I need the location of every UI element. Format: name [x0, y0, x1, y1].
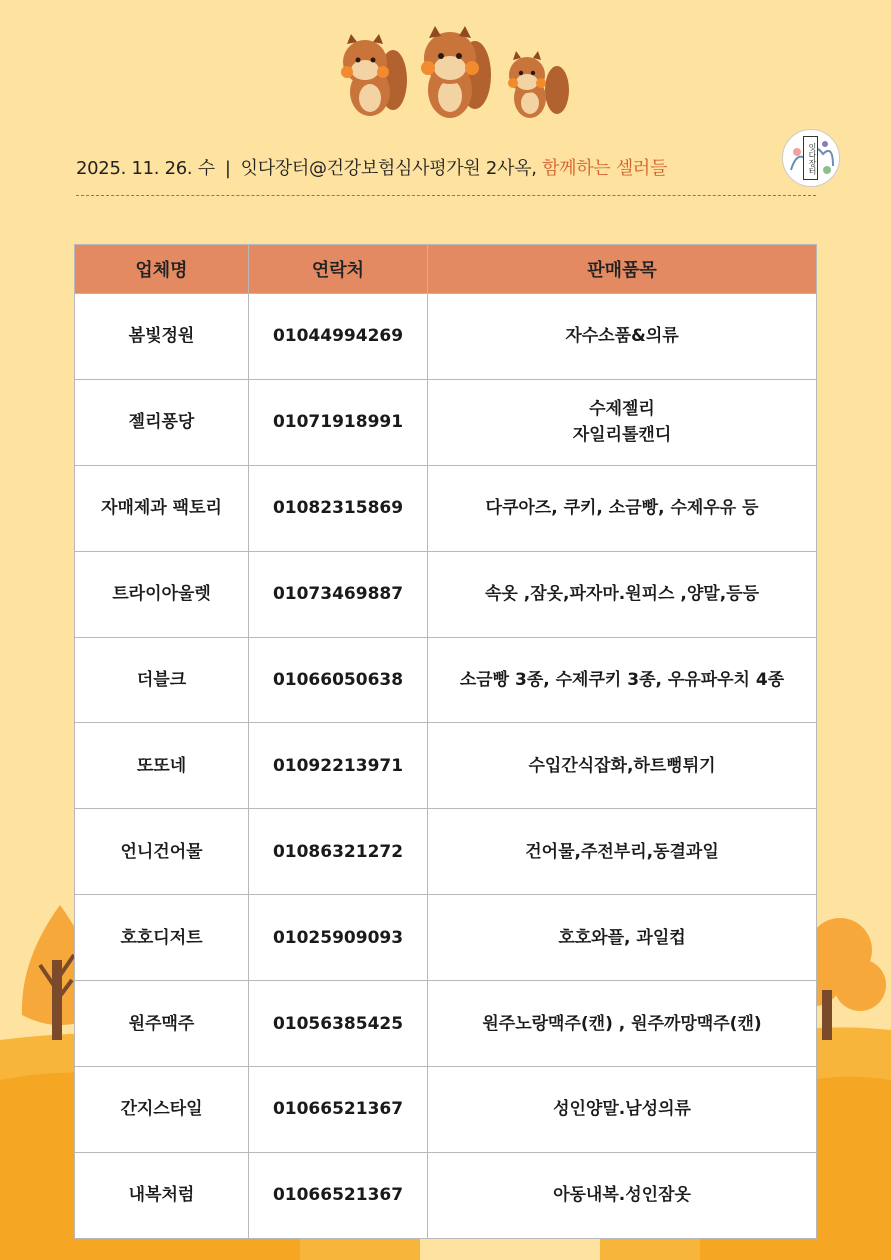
squirrel-left-icon: [341, 34, 407, 116]
seller-items: 성인양말.남성의류: [428, 1067, 817, 1153]
table-row: [75, 379, 817, 465]
seller-name: 봄빛정원: [75, 294, 249, 380]
seller-phone: 01073469887: [249, 551, 428, 637]
table-row: [75, 981, 817, 1067]
seller-phone: 01092213971: [249, 723, 428, 809]
seller-name: 원주맥주: [75, 981, 249, 1067]
header-date: 2025. 11. 26. 수: [76, 158, 215, 179]
table-row: [75, 895, 817, 981]
seller-name: 언니건어물: [75, 809, 249, 895]
seller-items: 속옷 ,잠옷,파자마.원피스 ,양말,등등: [428, 551, 817, 637]
header-subtitle: 함께하는 셀러들: [542, 158, 668, 179]
header-separator: |: [224, 158, 231, 179]
logo-text: 잇다장터: [803, 136, 818, 180]
table-row: [75, 723, 817, 809]
seller-items: 수제젤리 자일리톨캔디: [428, 379, 817, 465]
seller-phone: 01071918991: [249, 379, 428, 465]
seller-items: 수입간식잡화,하트뻥튀기: [428, 723, 817, 809]
column-header-items: 판매품목: [428, 245, 817, 294]
seller-name: 더블크: [75, 637, 249, 723]
seller-name: 호호디저트: [75, 895, 249, 981]
header-event: 잇다장터@건강보험심사평가원 2사옥,: [240, 158, 537, 179]
seller-phone: 01066521367: [249, 1152, 428, 1238]
seller-items: 아동내복.성인잠옷: [428, 1152, 817, 1238]
seller-phone: 01066050638: [249, 637, 428, 723]
seller-name: 또또네: [75, 723, 249, 809]
seller-phone: 01025909093: [249, 895, 428, 981]
dashed-divider: [76, 195, 816, 196]
seller-name: 자매제과 팩토리: [75, 465, 249, 551]
table-row: [75, 637, 817, 723]
seller-phone: 01044994269: [249, 294, 428, 380]
column-header-phone: 연락처: [249, 245, 428, 294]
seller-phone: 01066521367: [249, 1067, 428, 1153]
seller-items: 다쿠아즈, 쿠키, 소금빵, 수제우유 등: [428, 465, 817, 551]
table-row: [75, 465, 817, 551]
table-row: [75, 1152, 817, 1238]
header-line: [76, 154, 667, 180]
table-row: [75, 809, 817, 895]
table-row: [75, 551, 817, 637]
seller-phone: 01086321272: [249, 809, 428, 895]
seller-phone: 01082315869: [249, 465, 428, 551]
seller-name: 트라이아울렛: [75, 551, 249, 637]
seller-name: 젤리퐁당: [75, 379, 249, 465]
sellers-table: [74, 244, 817, 1239]
seller-phone: 01056385425: [249, 981, 428, 1067]
seller-items: 건어물,주전부리,동결과일: [428, 809, 817, 895]
squirrel-center-icon: [421, 26, 491, 118]
column-header-name: 업체명: [75, 245, 249, 294]
squirrels-illustration: [325, 20, 575, 125]
seller-items: 자수소품&의류: [428, 294, 817, 380]
table-row: [75, 294, 817, 380]
table-header-row: [75, 245, 817, 294]
table-row: [75, 1067, 817, 1153]
seller-items: 원주노랑맥주(캔) , 원주까망맥주(캔): [428, 981, 817, 1067]
seller-items: 호호와플, 과일컵: [428, 895, 817, 981]
seller-name: 내복처럼: [75, 1152, 249, 1238]
seller-items: 소금빵 3종, 수제쿠키 3종, 우유파우치 4종: [428, 637, 817, 723]
itda-market-logo: [782, 129, 840, 187]
seller-name: 간지스타일: [75, 1067, 249, 1153]
squirrel-right-icon: [508, 51, 569, 118]
